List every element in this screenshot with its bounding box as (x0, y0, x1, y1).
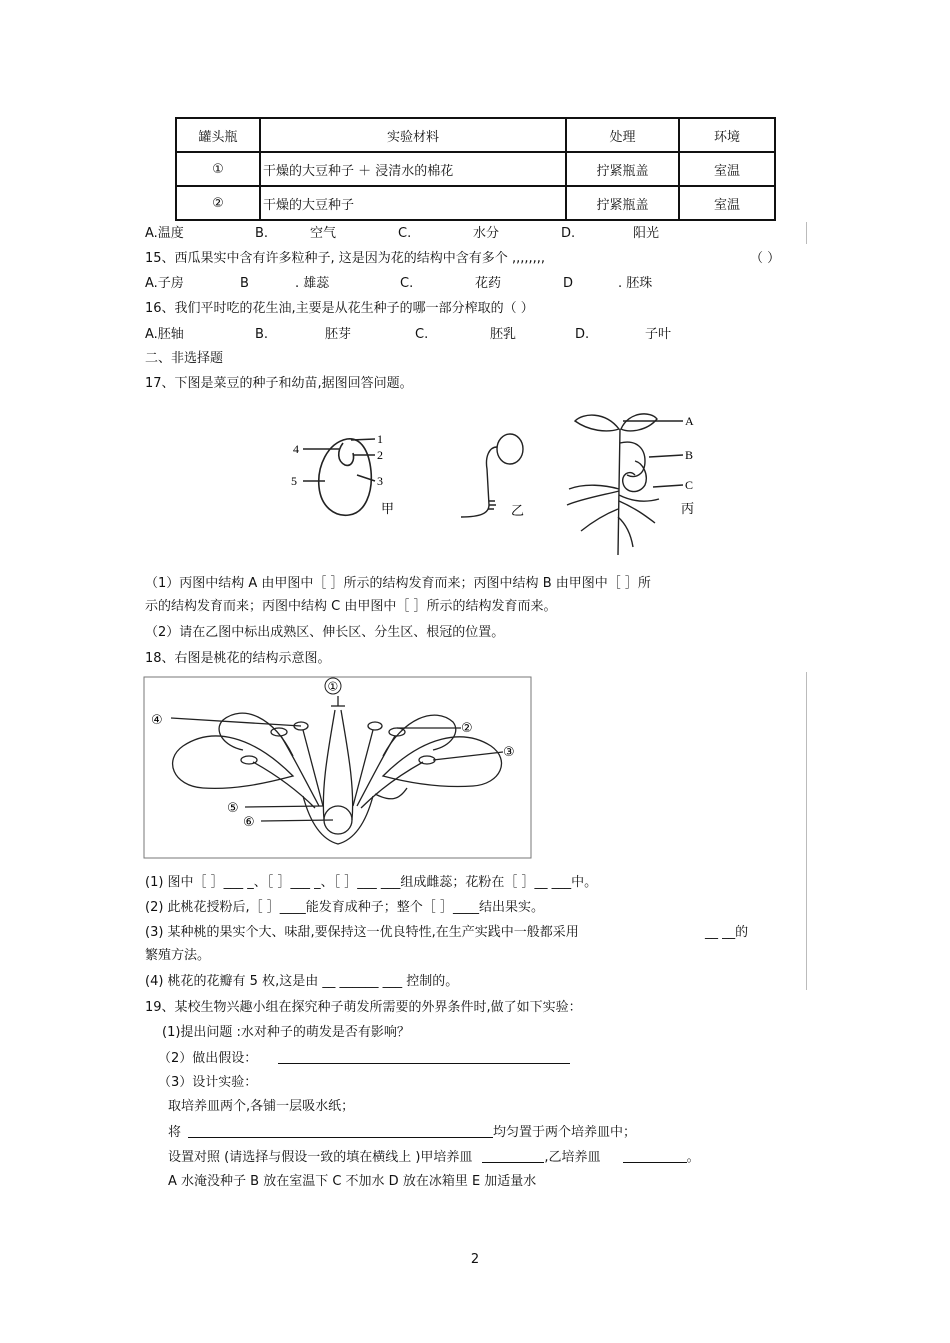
experiment-table (175, 117, 776, 221)
option-c-text: 水分 (473, 226, 500, 241)
answer-paren: （ ） (750, 251, 781, 266)
margin-rule (806, 222, 807, 244)
cell-env: 室温 (679, 152, 775, 186)
q19-step6-text: 设置对照 (请选择与假设一致的填在横线上 )甲培养皿 (168, 1150, 473, 1165)
q18-part4: (4) 桃花的花瓣有 5 枚,这是由 __ ______ ___ 控制的。 (145, 974, 459, 989)
table-header-row (176, 118, 775, 152)
seed-blank[interactable] (188, 1123, 493, 1138)
cell-material: 干燥的大豆种子 (260, 186, 566, 220)
q18-stem: 18、右图是桃花的结构示意图。 (145, 651, 331, 666)
q15-options (145, 275, 652, 293)
seed-label: 4 (293, 442, 299, 456)
q18-part3-cont: 繁殖方法。 (145, 948, 211, 963)
q19-step2 (158, 1049, 570, 1068)
q17-part2: （2）请在乙图中标出成熟区、伸长区、分生区、根冠的位置。 (145, 625, 505, 640)
label-bing: 丙 (681, 502, 695, 517)
q19-step3: （3）设计实验： (158, 1075, 258, 1090)
option-d-text: . 胚珠 (618, 276, 653, 291)
cell-id: ② (176, 186, 260, 220)
seed-jia-diagram (303, 439, 375, 515)
dish-a-blank[interactable] (482, 1148, 544, 1163)
option-b: B. (255, 226, 269, 241)
q18-part3-text: (3) 某种桃的果实个大、味甜,要保持这一优良特性,在生产实践中一般都采用 (145, 925, 579, 940)
seed-label: 5 (291, 474, 297, 488)
flower-label: ⑥ (243, 815, 255, 830)
q19-step6-text-2: ,乙培养皿 (544, 1150, 601, 1165)
q19-step2-text: （2）做出假设： (158, 1051, 258, 1066)
q18-part3 (145, 924, 748, 942)
margin-rule (806, 672, 807, 990)
q19-step1: (1)提出问题 :水对种子的萌发是否有影响？ (162, 1025, 410, 1040)
flower-label: ④ (151, 713, 163, 728)
header-cell: 处理 (566, 118, 679, 152)
seed-label: 1 (377, 432, 383, 446)
q19-step6 (168, 1148, 700, 1167)
option-b: B. (255, 327, 269, 342)
header-cell: 环境 (679, 118, 775, 152)
option-b-text: 胚芽 (325, 327, 352, 342)
bean-seedling-figure (285, 405, 725, 565)
plant-label: C (685, 478, 694, 492)
q19-step5 (168, 1123, 636, 1142)
q19-options: A 水淹没种子 B 放在室温下 C 不加水 D 放在冰箱里 E 加适量水 (168, 1174, 537, 1189)
cell-id: ① (176, 152, 260, 186)
table-row (176, 152, 775, 186)
q14-options (145, 225, 659, 243)
q19-step4: 取培养皿两个,各铺一层吸水纸； (168, 1099, 355, 1114)
option-b-text: . 雄蕊 (295, 276, 330, 291)
option-c: C. (400, 276, 414, 291)
header-cell: 罐头瓶 (176, 118, 260, 152)
flower-label: ⑤ (227, 801, 239, 816)
q16-options (145, 326, 671, 344)
option-c: C. (398, 226, 412, 241)
option-d: D (563, 276, 574, 291)
option-a: A.温度 (145, 226, 184, 241)
option-c-text: 胚乳 (490, 327, 517, 342)
dish-b-blank[interactable] (623, 1148, 687, 1163)
label-yi: 乙 (511, 504, 525, 519)
seedling-bing-diagram (567, 414, 683, 555)
cell-treat: 拧紧瓶盖 (566, 152, 679, 186)
plant-label: A (685, 414, 694, 428)
option-d-text: 阳光 (633, 226, 660, 241)
hypothesis-blank[interactable] (278, 1049, 570, 1064)
q18-part1: (1) 图中［ ］___ _、［ ］___ _、［ ］___ ___组成雌蕊；花粉在［ ］__ ___中。 (145, 875, 598, 890)
q16-stem: 16、我们平时吃的花生油,主要是从花生种子的哪一部分榨取的（ ） (145, 301, 534, 316)
section-heading: 二、非选择题 (145, 351, 224, 366)
label-jia: 甲 (381, 502, 395, 517)
option-b-text: 空气 (310, 226, 337, 241)
option-d: D. (575, 327, 590, 342)
option-d: D. (561, 226, 576, 241)
q19-step5-text: 将 (168, 1125, 182, 1140)
seed-label: 3 (377, 474, 383, 488)
page-number: 2 (470, 1252, 480, 1267)
q19-step5-text-2: 均匀置于两个培养皿中； (493, 1125, 637, 1140)
cell-treat: 拧紧瓶盖 (566, 186, 679, 220)
question-text: 15、西瓜果实中含有许多粒种子, 这是因为花的结构中含有多个 ,,,,,,,, (145, 251, 545, 266)
q15-stem (145, 250, 780, 268)
option-a: A.子房 (145, 276, 184, 291)
option-b: B (240, 276, 249, 291)
flower-diagram (171, 696, 503, 844)
option-a: A.胚轴 (145, 327, 184, 342)
cell-material: 干燥的大豆种子 ＋ 浸清水的棉花 (260, 152, 566, 186)
plant-label: B (685, 448, 694, 462)
flower-label: ① (327, 679, 339, 694)
flower-label: ③ (503, 745, 515, 760)
seed-label: 2 (377, 448, 383, 462)
option-c: C. (415, 327, 429, 342)
option-c-text: 花药 (475, 276, 502, 291)
q17-part1-line2: 示的结构发育而来；丙图中结构 C 由甲图中［ ］所示的结构发育而来。 (145, 599, 557, 614)
q19-step6-end: 。 (686, 1150, 700, 1165)
q19-stem: 19、某校生物兴趣小组在探究种子萌发所需要的外界条件时,做了如下实验： (145, 1000, 582, 1015)
q17-part1-line1: （1）丙图中结构 A 由甲图中［ ］所示的结构发育而来；丙图中结构 B 由甲图中［ ］所 (145, 576, 651, 591)
q18-part2: (2) 此桃花授粉后,［ ］____能发育成种子；整个［ ］____结出果实。 (145, 900, 544, 915)
header-cell: 实验材料 (260, 118, 566, 152)
flower-label: ② (461, 721, 473, 736)
option-d-text: 子叶 (645, 327, 672, 342)
table-row (176, 186, 775, 220)
q17-stem: 17、下图是菜豆的种子和幼苗,据图回答问题。 (145, 376, 413, 391)
q18-part3-blank: __ __的 (705, 925, 749, 940)
cell-env: 室温 (679, 186, 775, 220)
peach-flower-figure (143, 676, 533, 860)
